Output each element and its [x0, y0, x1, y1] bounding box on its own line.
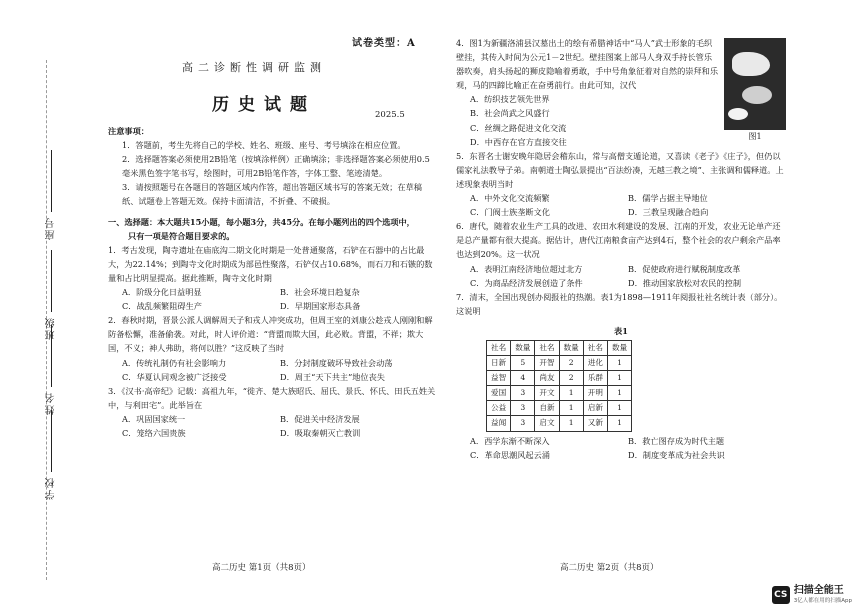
option-d: D．制度变革成为社会共识 [628, 449, 725, 460]
option-d: D．三教呈现融合趋向 [628, 207, 709, 218]
table-cell: 益闻 [487, 416, 511, 431]
table-cell: 日新 [487, 356, 511, 371]
question-stem: 3．《汉书·高帝纪》记载：高祖九年，“徙齐、楚大族昭氏、屈氏、景氏、怀氏、田氏五姓关中，与利田宅”。此举旨在 [108, 385, 436, 410]
option-c: C．丝绸之路促进文化交流 [470, 122, 567, 133]
note-item: 3．请按照题号在各题目的答题区域内作答，超出答题区域书写的答案无效；在草稿纸、试题卷上答题无效。保持卡面清洁，不折叠、不破损。 [122, 182, 422, 207]
table-cell: 4 [511, 371, 535, 386]
section-heading: 一、选择题：本大题共15小题，每小题3分，共45分。在每小题列出的四个选项中， [108, 216, 415, 227]
table-cell: 公益 [487, 401, 511, 416]
question-stem: 1．考古发现，陶寺遗址在庙底沟二期文化时期是一处普通聚落，石铲在石器中的占比最大，为22.14%；到陶寺文化时期成为部邑性聚落，石铲仅占10.68%，而石刀和石镞的数量和占比明显提高。据此推断，陶寺文化时期 [108, 244, 433, 283]
table-cell: 5 [511, 356, 535, 371]
table-header-cell: 数量 [607, 340, 631, 355]
question-6 [456, 219, 786, 289]
table-cell: 进化 [583, 356, 607, 371]
option-a: A．纺织技艺领先世界 [470, 94, 550, 105]
option-c: C．门阀士族垄断文化 [470, 207, 550, 218]
name-field: 姓名 [44, 325, 56, 415]
option-d: D．吸取秦朝灭亡教训 [280, 427, 361, 438]
school-field: 学校 [44, 410, 56, 500]
option-d: D．中西存在官方直接交往 [470, 136, 567, 147]
figure-1-image [724, 38, 786, 130]
question-1 [108, 243, 438, 313]
table-header-row [487, 340, 632, 355]
scanner-logo-icon: CS [772, 586, 790, 604]
table-cell: 乐群 [583, 371, 607, 386]
question-2 [108, 313, 438, 383]
question-stem: 2．春秋时期，晋景公派人调解周天子和戎人冲突成功，但周王室的刘康公趁戎人刚刚和解防备松懈，准备偷袭。对此，时人评价道：“背盟而欺大国，此必败。背盟，不祥；欺大国，不义；神人弗助，将何以胜？”这反映了当时 [108, 315, 433, 354]
binding-margin [0, 0, 62, 608]
option-b: B．社会尚武之风盛行 [470, 108, 550, 119]
table-cell: 3 [511, 401, 535, 416]
option-c: C．华夏认同观念被广泛接受 [122, 371, 227, 382]
section-heading-cont: 只有一项是符合题目要求的。 [128, 230, 235, 241]
table-cell: 1 [607, 386, 631, 401]
table-cell: 尚友 [535, 371, 559, 386]
option-d: D．早期国家形态具备 [280, 301, 361, 312]
option-c: C．笼络六国贵族 [122, 427, 186, 438]
option-a: A．巩固国家统一 [122, 413, 186, 424]
note-item: 2．选择题答案必须使用2B铅笔（按填涂样例）正确填涂；非选择题答案必须使用0.5毫米黑色签字笔书写，绘图时，可用2B铅笔作答，字体工整、笔迹清楚。 [122, 154, 430, 179]
table-cell: 1 [607, 356, 631, 371]
table-cell: 自新 [535, 401, 559, 416]
note-item: 1．答题前，考生先将自己的学校、姓名、班级、座号、考号填涂在相应位置。 [122, 140, 406, 151]
table-cell: 开明 [583, 386, 607, 401]
table-cell: 3 [511, 386, 535, 401]
table-row [487, 371, 632, 386]
table-cell: 1 [607, 416, 631, 431]
option-d: D．周王“天下共主”地位丧失 [280, 371, 385, 382]
table-cell: 1 [607, 371, 631, 386]
table-header-cell: 社名 [583, 340, 607, 355]
option-c: C．战乱频繁阻碍生产 [122, 301, 202, 312]
table-cell: 3 [511, 416, 535, 431]
exam-title: 历史试题 [212, 95, 316, 115]
table-row [487, 356, 632, 371]
paper-type: 试卷类型：A [352, 38, 416, 49]
table-cell: 2 [559, 371, 583, 386]
option-c: C．为商品经济发展创造了条件 [470, 277, 583, 288]
class-field: 班级 [44, 250, 56, 340]
option-b: B．促进关中经济发展 [280, 413, 360, 424]
table-row [487, 401, 632, 416]
table-cell: 启文 [535, 416, 559, 431]
option-b: B．分封制度破坏导致社会动荡 [280, 357, 393, 368]
question-7 [456, 290, 786, 462]
table-cell: 1 [559, 401, 583, 416]
table-cell: 1 [559, 386, 583, 401]
footer-left: 高二历史 第1页（共8页） [212, 563, 311, 573]
table-header-cell: 数量 [559, 340, 583, 355]
table-cell: 开智 [535, 356, 559, 371]
table-header-cell: 社名 [487, 340, 511, 355]
table-cell: 又新 [583, 416, 607, 431]
option-b: B．救亡图存成为时代主题 [628, 435, 725, 446]
notes-heading: 注意事项： [108, 126, 149, 136]
option-a: A．西学东渐不断深入 [470, 435, 550, 446]
table-cell: 1 [607, 401, 631, 416]
table-1-title: 表1 [614, 325, 628, 336]
option-a: A．阶级分化日益明显 [122, 287, 202, 298]
table-cell: 2 [559, 356, 583, 371]
option-b: B．社会环境日趋复杂 [280, 287, 360, 298]
question-stem: 6．唐代，随着农业生产工具的改进、农田水利建设的发展、江南的开发，农业无论单产还是总产量都有很大提高。据估计，唐代江南粮食亩产达到4石，整个社会的农户剩余产品率也达到20%。这一状况 [456, 221, 781, 260]
option-b: B．儒学占据主导地位 [628, 193, 708, 204]
exam-no-field: 座号 [44, 150, 56, 240]
right-column [456, 36, 786, 462]
scanner-tagline: 3亿人都在用的扫描App [793, 598, 852, 604]
question-stem: 4．图1为新疆洛浦县汉墓出土的绘有希腊神话中“马人”武士形象的毛织壁挂，其传入时间为公元1－2世纪。壁挂图案上部马人身双手持长管乐器吹奏，肩头扬起的狮皮隐喻着勇敢，手中号角象征着对自然的崇拜和乐观，马的四蹄比喻正在奋勇前行。由此可知，汉代 [456, 38, 719, 91]
table-cell: 益智 [487, 371, 511, 386]
table-header-cell: 社名 [535, 340, 559, 355]
table-header-cell: 数量 [511, 340, 535, 355]
question-stem: 7．清末，全国出现创办阅报社的热潮。表1为1898—1911年阅报社社名统计表（部分）。这说明 [456, 291, 783, 316]
option-b: B．促使政府进行赋税制度改革 [628, 263, 741, 274]
table-cell: 爱国 [487, 386, 511, 401]
scanner-watermark [772, 585, 852, 604]
option-a: A．表明江南经济地位超过北方 [470, 263, 583, 274]
figure-1-caption: 图1 [748, 132, 762, 141]
question-stem: 5．东晋名士谢安晚年隐居会稽东山，常与高僧支遁论道，又喜读《老子》《庄子》，但仍以儒家礼法教导子弟。南朝道士陶弘景提出“百法纷凑，无越三教之境”、主张调和儒释道。上述现象表明当时 [456, 150, 784, 189]
table-row [487, 386, 632, 401]
table-1 [486, 340, 632, 432]
scanner-name: 扫描全能王 [793, 585, 844, 596]
question-3 [108, 384, 438, 440]
footer-right: 高二历史 第2页（共8页） [560, 563, 659, 573]
table-cell: 启新 [583, 401, 607, 416]
question-5 [456, 149, 786, 219]
question-4 [456, 36, 786, 149]
exam-date: 2025.5 [375, 110, 405, 120]
table-cell: 1 [559, 416, 583, 431]
option-c: C．革命思潮风起云涌 [470, 449, 550, 460]
left-column [108, 124, 438, 440]
option-d: D．推动国家放松对农民的控制 [628, 277, 742, 288]
option-a: A．传统礼制仍有社会影响力 [122, 357, 227, 368]
table-cell: 开文 [535, 386, 559, 401]
option-a: A．中外文化交流频繁 [470, 193, 550, 204]
exam-subtitle: 高二诊断性调研监测 [182, 61, 326, 74]
table-row [487, 416, 632, 431]
